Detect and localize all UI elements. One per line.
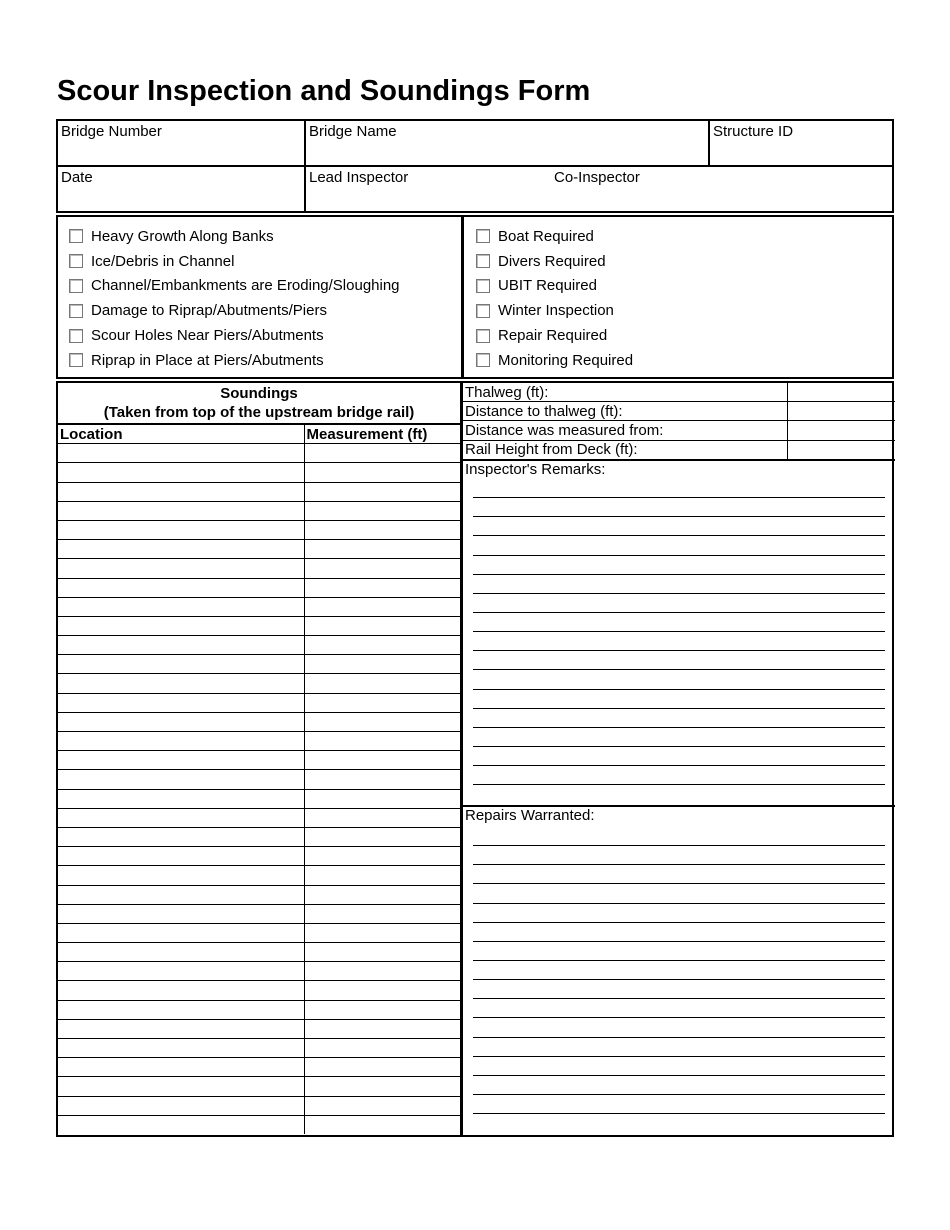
writing-line[interactable] xyxy=(473,709,885,728)
writing-line[interactable] xyxy=(473,827,885,846)
location-cell[interactable] xyxy=(58,636,304,655)
location-cell[interactable] xyxy=(58,904,304,923)
location-cell[interactable] xyxy=(58,1019,304,1038)
location-cell[interactable] xyxy=(58,923,304,942)
location-cell[interactable] xyxy=(58,597,304,616)
soundings-row xyxy=(58,1039,460,1058)
structure-id-label: Structure ID xyxy=(713,123,794,140)
writing-line[interactable] xyxy=(473,479,885,498)
checkbox-item[interactable] xyxy=(69,323,461,348)
location-cell[interactable] xyxy=(58,847,304,866)
soundings-row xyxy=(58,1115,460,1134)
checkbox-label: Winter Inspection xyxy=(498,302,614,320)
soundings-row xyxy=(58,578,460,597)
checkbox-label: Boat Required xyxy=(498,227,594,245)
location-column-header: Location xyxy=(58,424,304,444)
soundings-row xyxy=(58,674,460,693)
checkbox-label: Scour Holes Near Piers/Abutments xyxy=(91,327,324,345)
location-cell[interactable] xyxy=(58,1115,304,1134)
soundings-row xyxy=(58,923,460,942)
soundings-row xyxy=(58,597,460,616)
writing-line[interactable] xyxy=(473,651,885,670)
writing-line[interactable] xyxy=(473,1018,885,1037)
measurement-cell[interactable] xyxy=(304,904,460,923)
measurement-cell[interactable] xyxy=(304,923,460,942)
bridge-number-field[interactable] xyxy=(58,121,304,165)
checkbox-icon[interactable] xyxy=(476,279,490,293)
writing-line[interactable] xyxy=(473,1057,885,1076)
checkbox-icon[interactable] xyxy=(69,353,83,367)
location-cell[interactable] xyxy=(58,943,304,962)
checkbox-item[interactable] xyxy=(69,224,461,249)
soundings-header xyxy=(58,383,460,423)
checkbox-label: Damage to Riprap/Abutments/Piers xyxy=(91,302,327,320)
soundings-row xyxy=(58,444,460,463)
writing-line[interactable] xyxy=(473,923,885,942)
location-cell[interactable] xyxy=(58,1000,304,1019)
soundings-row xyxy=(58,981,460,1000)
writing-line[interactable] xyxy=(473,498,885,517)
location-cell[interactable] xyxy=(58,885,304,904)
checkbox-item[interactable] xyxy=(476,298,892,323)
location-cell[interactable] xyxy=(58,693,304,712)
measurement-cell[interactable] xyxy=(304,866,460,885)
inspector-remarks-label: Inspector's Remarks: xyxy=(465,461,606,478)
soundings-row xyxy=(58,943,460,962)
measurement-cell[interactable] xyxy=(304,1000,460,1019)
writing-line[interactable] xyxy=(473,1038,885,1057)
soundings-row xyxy=(58,751,460,770)
checkbox-item[interactable] xyxy=(476,323,892,348)
location-cell[interactable] xyxy=(58,520,304,539)
channel-info-label: Rail Height from Deck (ft): xyxy=(463,440,787,460)
date-field[interactable] xyxy=(58,167,304,211)
checkbox-icon[interactable] xyxy=(69,304,83,318)
writing-line[interactable] xyxy=(473,766,885,785)
checkbox-item[interactable] xyxy=(69,274,461,299)
checkbox-icon[interactable] xyxy=(69,229,83,243)
location-cell[interactable] xyxy=(58,1096,304,1115)
writing-line[interactable] xyxy=(473,517,885,536)
channel-info-value[interactable] xyxy=(787,402,895,421)
conditions-checklist xyxy=(56,215,894,379)
measurement-cell[interactable] xyxy=(304,770,460,789)
soundings-row xyxy=(58,482,460,501)
location-cell[interactable] xyxy=(58,578,304,597)
channel-info-table xyxy=(463,383,895,461)
measurement-cell[interactable] xyxy=(304,712,460,731)
checkbox-item[interactable] xyxy=(476,348,892,373)
measurement-cell[interactable] xyxy=(304,1115,460,1134)
soundings-row xyxy=(58,827,460,846)
soundings-row xyxy=(58,904,460,923)
writing-line[interactable] xyxy=(473,594,885,613)
location-cell[interactable] xyxy=(58,789,304,808)
measurement-cell[interactable] xyxy=(304,885,460,904)
measurement-cell[interactable] xyxy=(304,943,460,962)
channel-info-label: Distance was measured from: xyxy=(463,421,787,440)
checkbox-label: Ice/Debris in Channel xyxy=(91,252,235,270)
checkbox-item[interactable] xyxy=(476,224,892,249)
location-cell[interactable] xyxy=(58,1058,304,1077)
writing-line[interactable] xyxy=(473,556,885,575)
soundings-row xyxy=(58,789,460,808)
header-row-2 xyxy=(56,165,894,213)
writing-line[interactable] xyxy=(473,690,885,709)
soundings-row xyxy=(58,655,460,674)
location-cell[interactable] xyxy=(58,559,304,578)
soundings-row xyxy=(58,732,460,751)
location-cell[interactable] xyxy=(58,655,304,674)
channel-info-row xyxy=(463,402,895,421)
measurement-cell[interactable] xyxy=(304,732,460,751)
location-cell[interactable] xyxy=(58,808,304,827)
checkbox-label: Monitoring Required xyxy=(498,351,634,369)
measurement-cell[interactable] xyxy=(304,520,460,539)
soundings-row xyxy=(58,847,460,866)
inspectors-field[interactable] xyxy=(304,167,892,211)
checkbox-label: Divers Required xyxy=(498,252,606,270)
writing-line[interactable] xyxy=(473,942,885,961)
soundings-row xyxy=(58,712,460,731)
soundings-row xyxy=(58,866,460,885)
measurement-cell[interactable] xyxy=(304,655,460,674)
writing-line[interactable] xyxy=(473,613,885,632)
checkbox-icon[interactable] xyxy=(69,254,83,268)
checkbox-label: Channel/Embankments are Eroding/Sloughing xyxy=(91,277,400,295)
soundings-row xyxy=(58,1058,460,1077)
measurement-cell[interactable] xyxy=(304,482,460,501)
checkbox-icon[interactable] xyxy=(476,329,490,343)
soundings-row xyxy=(58,463,460,482)
soundings-table xyxy=(58,423,460,1134)
soundings-row xyxy=(58,520,460,539)
soundings-subtitle: (Taken from top of the upstream bridge rail) xyxy=(103,404,415,421)
writing-line[interactable] xyxy=(473,1076,885,1095)
location-cell[interactable] xyxy=(58,827,304,846)
form-title: Scour Inspection and Soundings Form xyxy=(57,75,591,107)
writing-line[interactable] xyxy=(473,728,885,747)
location-cell[interactable] xyxy=(58,732,304,751)
checkbox-icon[interactable] xyxy=(476,229,490,243)
checkbox-label: UBIT Required xyxy=(498,277,597,295)
date-label: Date xyxy=(61,169,93,186)
measurement-cell[interactable] xyxy=(304,1019,460,1038)
lead-inspector-label: Lead Inspector xyxy=(309,169,409,186)
measurement-cell[interactable] xyxy=(304,981,460,1000)
writing-line[interactable] xyxy=(473,980,885,999)
inspector-remarks-lines[interactable] xyxy=(473,479,885,785)
measurement-cell[interactable] xyxy=(304,578,460,597)
soundings-title: Soundings xyxy=(220,385,298,402)
measurement-cell[interactable] xyxy=(304,501,460,520)
location-cell[interactable] xyxy=(58,712,304,731)
measurement-cell[interactable] xyxy=(304,540,460,559)
location-cell[interactable] xyxy=(58,501,304,520)
measurement-cell[interactable] xyxy=(304,444,460,463)
location-cell[interactable] xyxy=(58,1077,304,1096)
checkbox-icon[interactable] xyxy=(69,279,83,293)
channel-info-value[interactable] xyxy=(787,440,895,460)
writing-line[interactable] xyxy=(473,575,885,594)
details-panel xyxy=(460,383,895,1135)
checkbox-label: Repair Required xyxy=(498,327,608,345)
conditions-left-column xyxy=(58,217,461,377)
location-cell[interactable] xyxy=(58,616,304,635)
measurement-column-header: Measurement (ft) xyxy=(304,424,460,444)
structure-id-field[interactable] xyxy=(708,121,892,165)
measurement-cell[interactable] xyxy=(304,674,460,693)
channel-info-row xyxy=(463,383,895,402)
soundings-row xyxy=(58,559,460,578)
main-section xyxy=(56,381,894,1137)
writing-line[interactable] xyxy=(473,536,885,555)
repairs-warranted-label: Repairs Warranted: xyxy=(465,807,595,824)
checkbox-item[interactable] xyxy=(69,348,461,373)
soundings-row xyxy=(58,1096,460,1115)
measurement-cell[interactable] xyxy=(304,616,460,635)
writing-line[interactable] xyxy=(473,846,885,865)
header-row-1 xyxy=(56,119,894,167)
writing-line[interactable] xyxy=(473,904,885,923)
channel-info-row xyxy=(463,421,895,440)
repairs-warranted-lines[interactable] xyxy=(473,827,885,1114)
checkbox-label: Heavy Growth Along Banks xyxy=(91,227,274,245)
channel-info-value[interactable] xyxy=(787,421,895,440)
location-cell[interactable] xyxy=(58,444,304,463)
location-cell[interactable] xyxy=(58,674,304,693)
location-cell[interactable] xyxy=(58,482,304,501)
soundings-row xyxy=(58,1077,460,1096)
checkbox-icon[interactable] xyxy=(476,254,490,268)
channel-info-value[interactable] xyxy=(787,383,895,402)
writing-line[interactable] xyxy=(473,1095,885,1114)
measurement-cell[interactable] xyxy=(304,827,460,846)
checkbox-item[interactable] xyxy=(69,298,461,323)
conditions-right-column xyxy=(461,217,892,377)
writing-line[interactable] xyxy=(473,747,885,766)
soundings-row xyxy=(58,962,460,981)
writing-line[interactable] xyxy=(473,865,885,884)
soundings-row xyxy=(58,636,460,655)
bridge-number-label: Bridge Number xyxy=(61,123,162,140)
checkbox-icon[interactable] xyxy=(476,353,490,367)
checkbox-icon[interactable] xyxy=(476,304,490,318)
measurement-cell[interactable] xyxy=(304,808,460,827)
measurement-cell[interactable] xyxy=(304,597,460,616)
measurement-cell[interactable] xyxy=(304,847,460,866)
checkbox-label: Riprap in Place at Piers/Abutments xyxy=(91,351,324,369)
soundings-row xyxy=(58,808,460,827)
checkbox-item[interactable] xyxy=(476,274,892,299)
writing-line[interactable] xyxy=(473,670,885,689)
writing-line[interactable] xyxy=(473,999,885,1018)
soundings-row xyxy=(58,1000,460,1019)
writing-line[interactable] xyxy=(473,632,885,651)
measurement-cell[interactable] xyxy=(304,693,460,712)
soundings-row xyxy=(58,1019,460,1038)
location-cell[interactable] xyxy=(58,751,304,770)
soundings-row xyxy=(58,770,460,789)
location-cell[interactable] xyxy=(58,981,304,1000)
location-cell[interactable] xyxy=(58,463,304,482)
soundings-row xyxy=(58,885,460,904)
channel-info-label: Distance to thalweg (ft): xyxy=(463,402,787,421)
location-cell[interactable] xyxy=(58,540,304,559)
measurement-cell[interactable] xyxy=(304,463,460,482)
measurement-cell[interactable] xyxy=(304,1096,460,1115)
measurement-cell[interactable] xyxy=(304,1058,460,1077)
channel-info-row xyxy=(463,440,895,460)
soundings-row xyxy=(58,616,460,635)
repairs-warranted-section xyxy=(463,807,895,1133)
bridge-name-field[interactable] xyxy=(304,121,708,165)
checkbox-item[interactable] xyxy=(69,249,461,274)
co-inspector-label: Co-Inspector xyxy=(554,169,640,186)
measurement-cell[interactable] xyxy=(304,1039,460,1058)
location-cell[interactable] xyxy=(58,962,304,981)
inspector-remarks-section xyxy=(463,461,895,807)
measurement-cell[interactable] xyxy=(304,636,460,655)
location-cell[interactable] xyxy=(58,866,304,885)
writing-line[interactable] xyxy=(473,961,885,980)
measurement-cell[interactable] xyxy=(304,1077,460,1096)
location-cell[interactable] xyxy=(58,770,304,789)
measurement-cell[interactable] xyxy=(304,751,460,770)
bridge-name-label: Bridge Name xyxy=(309,123,397,140)
soundings-row xyxy=(58,540,460,559)
channel-info-label: Thalweg (ft): xyxy=(463,383,787,402)
checkbox-icon[interactable] xyxy=(69,329,83,343)
soundings-row xyxy=(58,501,460,520)
measurement-cell[interactable] xyxy=(304,559,460,578)
soundings-row xyxy=(58,693,460,712)
writing-line[interactable] xyxy=(473,884,885,903)
location-cell[interactable] xyxy=(58,1039,304,1058)
measurement-cell[interactable] xyxy=(304,789,460,808)
soundings-panel xyxy=(58,383,460,1135)
measurement-cell[interactable] xyxy=(304,962,460,981)
checkbox-item[interactable] xyxy=(476,249,892,274)
